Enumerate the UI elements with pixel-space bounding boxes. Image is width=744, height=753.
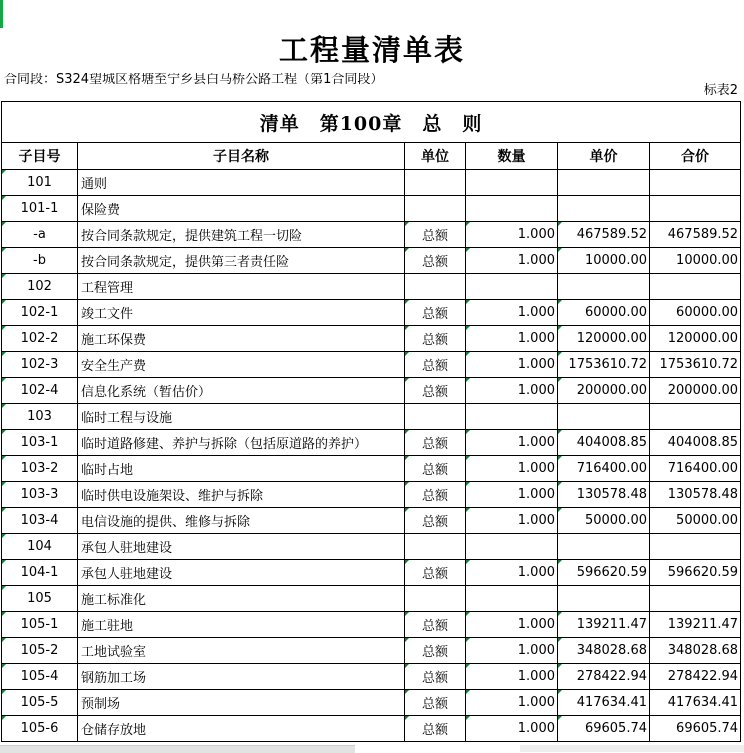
item-name-cell[interactable]: 施工环保费 (78, 326, 405, 352)
total-price-cell[interactable]: 404008.85 (650, 430, 741, 456)
table-row (2, 638, 741, 664)
item-name-cell[interactable]: 钢筋加工场 (78, 664, 405, 690)
item-code-cell[interactable]: 105-1 (2, 612, 78, 638)
table-row (2, 664, 741, 690)
table-row (2, 690, 741, 716)
cell-cursor-mark (0, 0, 3, 28)
unit-price-cell[interactable]: 417634.41 (558, 690, 650, 716)
unit-cell[interactable]: 总额 (405, 716, 466, 742)
unit-cell[interactable]: 总额 (405, 664, 466, 690)
total-price-cell[interactable] (650, 586, 741, 612)
chapter-title: 清单 第100章 总 则 (2, 102, 741, 143)
header-name[interactable]: 子目名称 (78, 143, 405, 170)
item-name-cell[interactable]: 保险费 (78, 196, 405, 222)
table-row (2, 716, 741, 742)
total-price-cell[interactable] (650, 274, 741, 300)
quantity-cell[interactable] (466, 274, 558, 300)
item-name-cell[interactable]: 临时工程与设施 (78, 404, 405, 430)
unit-cell[interactable]: 总额 (405, 378, 466, 404)
total-price-cell[interactable]: 120000.00 (650, 326, 741, 352)
table-row (2, 612, 741, 638)
contract-section-label: 合同段：S324望城区格塘至宁乡县白马桥公路工程（第1合同段） (4, 73, 384, 87)
quantity-cell[interactable]: 1.000 (466, 430, 558, 456)
item-code-cell[interactable]: 105-5 (2, 690, 78, 716)
item-name-cell[interactable]: 预制场 (78, 690, 405, 716)
quantity-cell[interactable]: 1.000 (466, 248, 558, 274)
unit-cell[interactable]: 总额 (405, 612, 466, 638)
table-row (2, 534, 741, 560)
item-name-cell[interactable]: 按合同条款规定，提供第三者责任险 (78, 248, 405, 274)
item-code-cell[interactable]: 102-2 (2, 326, 78, 352)
item-name-cell[interactable]: 承包人驻地建设 (78, 560, 405, 586)
quantity-cell[interactable]: 1.000 (466, 378, 558, 404)
item-code-cell[interactable]: 103 (2, 404, 78, 430)
table-row (2, 300, 741, 326)
item-code-cell[interactable]: 105-6 (2, 716, 78, 742)
item-name-cell[interactable]: 仓储存放地 (78, 716, 405, 742)
unit-price-cell[interactable]: 278422.94 (558, 664, 650, 690)
item-code-cell[interactable]: 102-4 (2, 378, 78, 404)
item-name-cell[interactable]: 按合同条款规定，提供建筑工程一切险 (78, 222, 405, 248)
page-title: 工程量清单表 (278, 33, 465, 67)
total-price-cell[interactable] (650, 196, 741, 222)
total-price-cell[interactable]: 348028.68 (650, 638, 741, 664)
item-name-cell[interactable]: 信息化系统（暂估价） (78, 378, 405, 404)
unit-cell[interactable]: 总额 (405, 560, 466, 586)
form-number: 标表2 (703, 83, 738, 98)
table-row (2, 326, 741, 352)
unit-cell[interactable]: 总额 (405, 352, 466, 378)
quantity-cell[interactable] (466, 196, 558, 222)
unit-price-cell[interactable]: 716400.00 (558, 456, 650, 482)
item-code-cell[interactable]: -b (2, 248, 78, 274)
unit-cell[interactable] (405, 404, 466, 430)
unit-cell[interactable] (405, 196, 466, 222)
item-code-cell[interactable]: 103-1 (2, 430, 78, 456)
table-row (2, 378, 741, 404)
item-code-cell[interactable]: 102-1 (2, 300, 78, 326)
unit-cell[interactable]: 总额 (405, 690, 466, 716)
unit-price-cell[interactable]: 1753610.72 (558, 352, 650, 378)
total-price-cell[interactable]: 130578.48 (650, 482, 741, 508)
quantity-cell[interactable]: 1.000 (466, 326, 558, 352)
unit-price-cell[interactable]: 348028.68 (558, 638, 650, 664)
unit-price-cell[interactable] (558, 404, 650, 430)
unit-price-cell[interactable]: 139211.47 (558, 612, 650, 638)
quantity-cell[interactable]: 1.000 (466, 716, 558, 742)
unit-cell[interactable]: 总额 (405, 482, 466, 508)
unit-price-cell[interactable] (558, 534, 650, 560)
unit-price-cell[interactable]: 404008.85 (558, 430, 650, 456)
table-row (2, 248, 741, 274)
quantity-cell[interactable]: 1.000 (466, 352, 558, 378)
quantity-cell[interactable] (466, 170, 558, 196)
unit-cell[interactable] (405, 274, 466, 300)
table-row (2, 508, 741, 534)
unit-price-cell[interactable] (558, 170, 650, 196)
total-price-cell[interactable]: 69605.74 (650, 716, 741, 742)
header-code[interactable]: 子目号 (2, 143, 78, 170)
unit-cell[interactable]: 总额 (405, 222, 466, 248)
total-price-cell[interactable]: 50000.00 (650, 508, 741, 534)
total-price-cell[interactable]: 417634.41 (650, 690, 741, 716)
unit-price-cell[interactable]: 130578.48 (558, 482, 650, 508)
table-row (2, 430, 741, 456)
table-row (2, 404, 741, 430)
item-name-cell[interactable]: 临时供电设施架设、维护与拆除 (78, 482, 405, 508)
table-row (2, 274, 741, 300)
item-name-cell[interactable]: 安全生产费 (78, 352, 405, 378)
header-quantity[interactable]: 数量 (466, 143, 558, 170)
unit-cell[interactable]: 总额 (405, 638, 466, 664)
bill-of-quantities-table (1, 101, 741, 742)
item-name-cell[interactable]: 临时占地 (78, 456, 405, 482)
unit-cell[interactable]: 总额 (405, 508, 466, 534)
item-name-cell[interactable]: 通则 (78, 170, 405, 196)
item-code-cell[interactable]: 101 (2, 170, 78, 196)
unit-cell[interactable] (405, 586, 466, 612)
item-name-cell[interactable]: 电信设施的提供、维修与拆除 (78, 508, 405, 534)
table-row (2, 196, 741, 222)
unit-price-cell[interactable]: 60000.00 (558, 300, 650, 326)
unit-price-cell[interactable]: 69605.74 (558, 716, 650, 742)
unit-cell[interactable]: 总额 (405, 248, 466, 274)
quantity-cell[interactable]: 1.000 (466, 456, 558, 482)
table-row (2, 352, 741, 378)
quantity-cell[interactable]: 1.000 (466, 690, 558, 716)
quantity-cell[interactable]: 1.000 (466, 638, 558, 664)
total-price-cell[interactable]: 278422.94 (650, 664, 741, 690)
total-price-cell[interactable]: 596620.59 (650, 560, 741, 586)
total-price-cell[interactable]: 467589.52 (650, 222, 741, 248)
item-code-cell[interactable]: -a (2, 222, 78, 248)
item-name-cell[interactable]: 工地试验室 (78, 638, 405, 664)
unit-price-cell[interactable] (558, 274, 650, 300)
unit-cell[interactable]: 总额 (405, 456, 466, 482)
item-code-cell[interactable]: 104-1 (2, 560, 78, 586)
quantity-cell[interactable] (466, 404, 558, 430)
table-row (2, 222, 741, 248)
item-code-cell[interactable]: 102-3 (2, 352, 78, 378)
total-price-cell[interactable]: 1753610.72 (650, 352, 741, 378)
item-code-cell[interactable]: 105-2 (2, 638, 78, 664)
item-code-cell[interactable]: 103-2 (2, 456, 78, 482)
table-row (2, 560, 741, 586)
unit-price-cell[interactable]: 467589.52 (558, 222, 650, 248)
table-row (2, 482, 741, 508)
unit-price-cell[interactable]: 200000.00 (558, 378, 650, 404)
item-name-cell[interactable]: 承包人驻地建设 (78, 534, 405, 560)
item-name-cell[interactable]: 竣工文件 (78, 300, 405, 326)
unit-cell[interactable]: 总额 (405, 430, 466, 456)
total-price-cell[interactable] (650, 534, 741, 560)
unit-price-cell[interactable]: 50000.00 (558, 508, 650, 534)
sheet-tab-area[interactable] (520, 745, 744, 752)
total-price-cell[interactable]: 10000.00 (650, 248, 741, 274)
item-code-cell[interactable]: 103-3 (2, 482, 78, 508)
table-row (2, 456, 741, 482)
total-price-cell[interactable]: 60000.00 (650, 300, 741, 326)
unit-cell[interactable]: 总额 (405, 326, 466, 352)
header-unit-price[interactable]: 单价 (558, 143, 650, 170)
header-total[interactable]: 合价 (650, 143, 741, 170)
quantity-cell[interactable]: 1.000 (466, 612, 558, 638)
quantity-cell[interactable]: 1.000 (466, 222, 558, 248)
quantity-cell[interactable]: 1.000 (466, 664, 558, 690)
unit-price-cell[interactable]: 10000.00 (558, 248, 650, 274)
unit-cell[interactable] (405, 534, 466, 560)
unit-price-cell[interactable]: 120000.00 (558, 326, 650, 352)
total-price-cell[interactable]: 716400.00 (650, 456, 741, 482)
item-code-cell[interactable]: 102 (2, 274, 78, 300)
unit-price-cell[interactable] (558, 586, 650, 612)
table-row (2, 170, 741, 196)
item-name-cell[interactable]: 施工驻地 (78, 612, 405, 638)
unit-cell[interactable]: 总额 (405, 300, 466, 326)
item-code-cell[interactable]: 105-4 (2, 664, 78, 690)
total-price-cell[interactable]: 200000.00 (650, 378, 741, 404)
unit-price-cell[interactable] (558, 196, 650, 222)
quantity-cell[interactable]: 1.000 (466, 482, 558, 508)
item-name-cell[interactable]: 临时道路修建、养护与拆除（包括原道路的养护） (78, 430, 405, 456)
item-code-cell[interactable]: 105 (2, 586, 78, 612)
quantity-cell[interactable]: 1.000 (466, 300, 558, 326)
item-code-cell[interactable]: 101-1 (2, 196, 78, 222)
item-name-cell[interactable]: 施工标准化 (78, 586, 405, 612)
item-name-cell[interactable]: 工程管理 (78, 274, 405, 300)
quantity-cell[interactable] (466, 534, 558, 560)
unit-cell[interactable] (405, 170, 466, 196)
quantity-cell[interactable]: 1.000 (466, 508, 558, 534)
quantity-cell[interactable]: 1.000 (466, 560, 558, 586)
table-row (2, 586, 741, 612)
quantity-cell[interactable] (466, 586, 558, 612)
unit-price-cell[interactable]: 596620.59 (558, 560, 650, 586)
total-price-cell[interactable]: 139211.47 (650, 612, 741, 638)
item-code-cell[interactable]: 103-4 (2, 508, 78, 534)
header-unit[interactable]: 单位 (405, 143, 466, 170)
total-price-cell[interactable] (650, 170, 741, 196)
item-code-cell[interactable]: 104 (2, 534, 78, 560)
total-price-cell[interactable] (650, 404, 741, 430)
